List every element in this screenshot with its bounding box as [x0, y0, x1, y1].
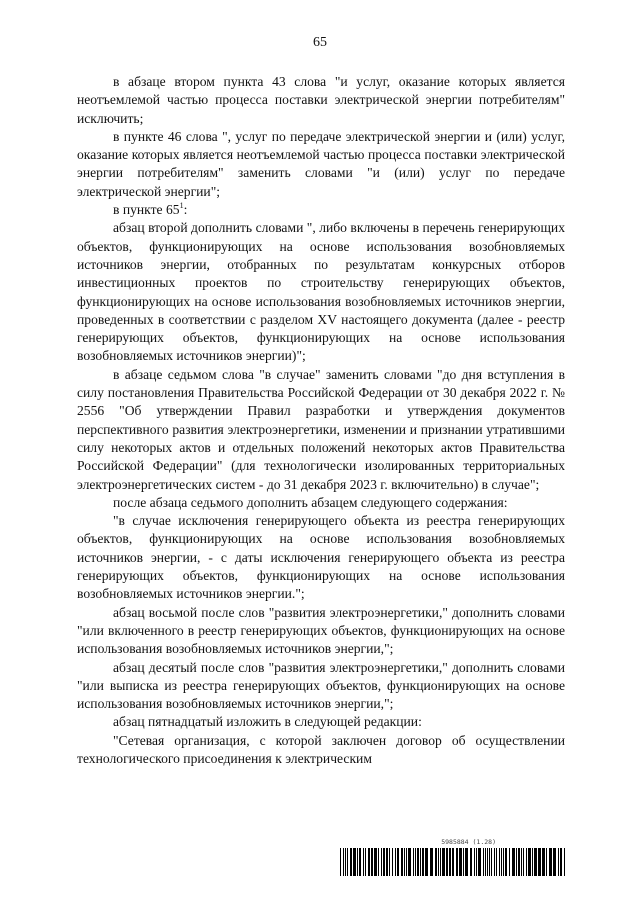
superscript: 1: [179, 200, 184, 210]
paragraph-text: :: [183, 202, 188, 218]
paragraph: "в случае исключения генерирующего объекта из реестра генерирующих объектов, функционирующих на основе использования возобновляемых источников энергии, - с даты исключения генерирующего объекта из реестра генерирующих объектов, функционирующих на основе использования возобновляемых источников энергии.";: [77, 513, 565, 602]
paragraph: "Сетевая организация, с которой заключен договор об осуществлении технологического присоединения к электрическим: [77, 732, 565, 766]
barcode-block: [340, 838, 568, 878]
paragraph: в абзаце втором пункта 43 слова "и услуг, оказание которых является неотъемлемой частью процесса поставки электрической энергии потребителям" исключить;: [77, 74, 565, 126]
paragraph: в пункте 46 слова ", услуг по передаче электрической энергии и (или) услуг, оказание которых является неотъемлемой частью процесса поставки электрической энергии потребителям" заменить словами "и (или) услуг по передаче электрической энергии";: [77, 128, 565, 199]
barcode-icon: [340, 848, 568, 876]
paragraph: абзац десятый после слов "развития электроэнергетики," дополнить словами "или выписка из реестра генерирующих объектов, функционирующих на основе использования возобновляемых источников энергии,";: [77, 659, 565, 712]
paragraph: [77, 201, 565, 219]
page-number: 65: [313, 35, 327, 50]
barcode-code: 5985884 (1.28): [441, 838, 496, 846]
paragraph: абзац второй дополнить словами ", либо включены в перечень генерирующих объектов, функционирующих на основе использования возобновляемых источников энергии, отобранных по результатам конкурсных отборов инвестиционных проектов по строительству генерирующих объектов, функционирующих на основе использования возобновляемых источников энергии, проведенных в соответствии с разделом XV настоящего документа (далее - реестр генерирующих объектов, функционирующих на основе использования возобновляемых источников энергии)";: [77, 220, 565, 364]
paragraph: абзац пятнадцатый изложить в следующей редакции:: [113, 714, 422, 730]
paragraph: абзац восьмой после слов "развития электроэнергетики," дополнить словами "или включенного в реестр генерирующих объектов, функционирующих на основе использования возобновляемых источников энергии,";: [77, 604, 565, 657]
document-body: [77, 73, 565, 768]
paragraph: после абзаца седьмого дополнить абзацем следующего содержания:: [113, 494, 508, 510]
paragraph-text: в пункте 65: [113, 202, 180, 218]
paragraph: в абзаце седьмом слова "в случае" заменить словами "до дня вступления в силу постановления Правительства Российской Федерации от 30 декабря 2022 г. № 2556 "Об утверждении Правил разработки и утверждения документов перспективного развития электроэнергетики, изменении и признании утратившими силу некоторых актов и отдельных положений некоторых актов Правительства Российской Федерации" (для технологически изолированных территориальных электроэнергетических систем - до 31 декабря 2023 г. включительно) в случае";: [77, 366, 565, 492]
